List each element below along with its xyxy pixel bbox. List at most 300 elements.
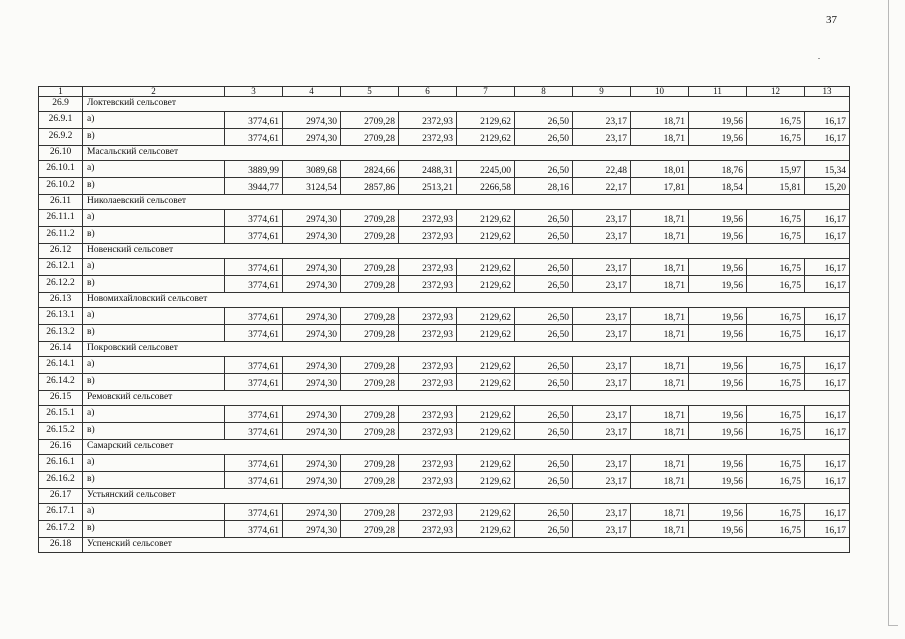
row-label: а) bbox=[83, 406, 225, 423]
group-row bbox=[39, 97, 850, 112]
row-label: в) bbox=[83, 472, 225, 489]
value-cell: 2709,28 bbox=[341, 112, 399, 129]
table-row bbox=[39, 521, 850, 538]
table-row bbox=[39, 129, 850, 146]
value-cell: 19,56 bbox=[689, 129, 747, 146]
value-cell: 3774,61 bbox=[225, 357, 283, 374]
value-cell: 2974,30 bbox=[283, 259, 341, 276]
value-cell: 19,56 bbox=[689, 406, 747, 423]
value-cell: 2129,62 bbox=[457, 308, 515, 325]
value-cell: 3774,61 bbox=[225, 210, 283, 227]
value-cell: 16,17 bbox=[805, 276, 850, 293]
value-cell: 2372,93 bbox=[399, 357, 457, 374]
group-name: Устьянский сельсовет bbox=[83, 489, 850, 504]
row-label: а) bbox=[83, 357, 225, 374]
table-row bbox=[39, 112, 850, 129]
value-cell: 26,50 bbox=[515, 259, 573, 276]
value-cell: 16,17 bbox=[805, 423, 850, 440]
value-cell: 2129,62 bbox=[457, 112, 515, 129]
value-cell: 26,50 bbox=[515, 406, 573, 423]
value-cell: 2974,30 bbox=[283, 276, 341, 293]
value-cell: 16,75 bbox=[747, 227, 805, 244]
value-cell: 2709,28 bbox=[341, 259, 399, 276]
value-cell: 2709,28 bbox=[341, 357, 399, 374]
value-cell: 23,17 bbox=[573, 423, 631, 440]
group-name: Новенский сельсовет bbox=[83, 244, 850, 259]
group-name: Самарский сельсовет bbox=[83, 440, 850, 455]
value-cell: 16,75 bbox=[747, 308, 805, 325]
value-cell: 26,50 bbox=[515, 276, 573, 293]
value-cell: 16,75 bbox=[747, 112, 805, 129]
table-row bbox=[39, 178, 850, 195]
row-code: 26.17 bbox=[39, 489, 83, 504]
row-label: в) bbox=[83, 178, 225, 195]
value-cell: 26,50 bbox=[515, 423, 573, 440]
row-code: 26.15.2 bbox=[39, 423, 83, 440]
value-cell: 16,17 bbox=[805, 455, 850, 472]
table-row bbox=[39, 374, 850, 391]
value-cell: 3774,61 bbox=[225, 455, 283, 472]
value-cell: 26,50 bbox=[515, 357, 573, 374]
value-cell: 2513,21 bbox=[399, 178, 457, 195]
table-row bbox=[39, 423, 850, 440]
value-cell: 16,17 bbox=[805, 112, 850, 129]
value-cell: 18,71 bbox=[631, 227, 689, 244]
value-cell: 3089,68 bbox=[283, 161, 341, 178]
value-cell: 15,20 bbox=[805, 178, 850, 195]
value-cell: 2974,30 bbox=[283, 504, 341, 521]
table-row bbox=[39, 161, 850, 178]
group-row bbox=[39, 489, 850, 504]
value-cell: 3774,61 bbox=[225, 129, 283, 146]
value-cell: 18,54 bbox=[689, 178, 747, 195]
value-cell: 19,56 bbox=[689, 276, 747, 293]
table-row bbox=[39, 325, 850, 342]
row-code: 26.9 bbox=[39, 97, 83, 112]
row-code: 26.9.1 bbox=[39, 112, 83, 129]
value-cell: 19,56 bbox=[689, 374, 747, 391]
header-row bbox=[39, 87, 850, 97]
value-cell: 26,50 bbox=[515, 112, 573, 129]
value-cell: 16,75 bbox=[747, 325, 805, 342]
column-header: 7 bbox=[457, 87, 515, 97]
column-header: 9 bbox=[573, 87, 631, 97]
value-cell: 23,17 bbox=[573, 374, 631, 391]
table-row bbox=[39, 259, 850, 276]
value-cell: 19,56 bbox=[689, 308, 747, 325]
value-cell: 2709,28 bbox=[341, 210, 399, 227]
value-cell: 23,17 bbox=[573, 210, 631, 227]
value-cell: 18,76 bbox=[689, 161, 747, 178]
column-header: 4 bbox=[283, 87, 341, 97]
value-cell: 26,50 bbox=[515, 161, 573, 178]
value-cell: 2709,28 bbox=[341, 423, 399, 440]
row-code: 26.14 bbox=[39, 342, 83, 357]
value-cell: 2129,62 bbox=[457, 374, 515, 391]
value-cell: 2372,93 bbox=[399, 504, 457, 521]
row-code: 26.17.2 bbox=[39, 521, 83, 538]
value-cell: 2372,93 bbox=[399, 521, 457, 538]
value-cell: 26,50 bbox=[515, 325, 573, 342]
value-cell: 2974,30 bbox=[283, 521, 341, 538]
value-cell: 26,50 bbox=[515, 521, 573, 538]
column-header: 3 bbox=[225, 87, 283, 97]
group-name: Покровский сельсовет bbox=[83, 342, 850, 357]
value-cell: 2129,62 bbox=[457, 259, 515, 276]
value-cell: 2129,62 bbox=[457, 423, 515, 440]
value-cell: 2974,30 bbox=[283, 374, 341, 391]
table-row bbox=[39, 210, 850, 227]
row-label: а) bbox=[83, 161, 225, 178]
row-code: 26.14.1 bbox=[39, 357, 83, 374]
value-cell: 2709,28 bbox=[341, 472, 399, 489]
value-cell: 16,17 bbox=[805, 325, 850, 342]
row-code: 26.10.1 bbox=[39, 161, 83, 178]
value-cell: 16,75 bbox=[747, 129, 805, 146]
column-header: 8 bbox=[515, 87, 573, 97]
group-row bbox=[39, 538, 850, 553]
row-code: 26.18 bbox=[39, 538, 83, 553]
value-cell: 3944,77 bbox=[225, 178, 283, 195]
value-cell: 3124,54 bbox=[283, 178, 341, 195]
value-cell: 18,71 bbox=[631, 210, 689, 227]
group-name: Локтевский сельсовет bbox=[83, 97, 850, 112]
value-cell: 2857,86 bbox=[341, 178, 399, 195]
value-cell: 16,75 bbox=[747, 504, 805, 521]
value-cell: 23,17 bbox=[573, 521, 631, 538]
value-cell: 2266,58 bbox=[457, 178, 515, 195]
value-cell: 3774,61 bbox=[225, 325, 283, 342]
value-cell: 16,17 bbox=[805, 472, 850, 489]
right-margin-rule bbox=[888, 0, 889, 625]
value-cell: 18,71 bbox=[631, 276, 689, 293]
value-cell: 22,17 bbox=[573, 178, 631, 195]
value-cell: 2129,62 bbox=[457, 521, 515, 538]
group-row bbox=[39, 440, 850, 455]
value-cell: 2372,93 bbox=[399, 259, 457, 276]
table-row bbox=[39, 357, 850, 374]
value-cell: 26,50 bbox=[515, 472, 573, 489]
group-row bbox=[39, 391, 850, 406]
row-label: в) bbox=[83, 276, 225, 293]
value-cell: 2372,93 bbox=[399, 472, 457, 489]
row-label: в) bbox=[83, 423, 225, 440]
value-cell: 16,17 bbox=[805, 259, 850, 276]
value-cell: 2372,93 bbox=[399, 112, 457, 129]
table-row bbox=[39, 308, 850, 325]
table-body bbox=[39, 87, 850, 553]
value-cell: 3774,61 bbox=[225, 374, 283, 391]
value-cell: 2974,30 bbox=[283, 357, 341, 374]
value-cell: 26,50 bbox=[515, 308, 573, 325]
value-cell: 19,56 bbox=[689, 112, 747, 129]
value-cell: 18,71 bbox=[631, 406, 689, 423]
value-cell: 2372,93 bbox=[399, 308, 457, 325]
value-cell: 2974,30 bbox=[283, 210, 341, 227]
value-cell: 23,17 bbox=[573, 276, 631, 293]
value-cell: 2709,28 bbox=[341, 227, 399, 244]
value-cell: 2129,62 bbox=[457, 504, 515, 521]
row-code: 26.15 bbox=[39, 391, 83, 406]
table-row bbox=[39, 227, 850, 244]
value-cell: 18,71 bbox=[631, 504, 689, 521]
value-cell: 16,17 bbox=[805, 504, 850, 521]
value-cell: 26,50 bbox=[515, 455, 573, 472]
value-cell: 19,56 bbox=[689, 521, 747, 538]
row-code: 26.11.2 bbox=[39, 227, 83, 244]
row-code: 26.15.1 bbox=[39, 406, 83, 423]
value-cell: 2974,30 bbox=[283, 406, 341, 423]
tariff-table bbox=[38, 86, 850, 553]
table-row bbox=[39, 472, 850, 489]
row-code: 26.13.1 bbox=[39, 308, 83, 325]
value-cell: 3774,61 bbox=[225, 259, 283, 276]
value-cell: 2824,66 bbox=[341, 161, 399, 178]
value-cell: 16,75 bbox=[747, 259, 805, 276]
value-cell: 15,97 bbox=[747, 161, 805, 178]
value-cell: 16,75 bbox=[747, 357, 805, 374]
row-code: 26.16.1 bbox=[39, 455, 83, 472]
row-code: 26.13 bbox=[39, 293, 83, 308]
value-cell: 23,17 bbox=[573, 406, 631, 423]
row-label: в) bbox=[83, 227, 225, 244]
group-name: Успенский сельсовет bbox=[83, 538, 850, 553]
table-row bbox=[39, 455, 850, 472]
value-cell: 19,56 bbox=[689, 504, 747, 521]
value-cell: 19,56 bbox=[689, 455, 747, 472]
value-cell: 16,75 bbox=[747, 423, 805, 440]
value-cell: 28,16 bbox=[515, 178, 573, 195]
value-cell: 16,75 bbox=[747, 276, 805, 293]
value-cell: 22,48 bbox=[573, 161, 631, 178]
value-cell: 16,75 bbox=[747, 455, 805, 472]
value-cell: 2372,93 bbox=[399, 406, 457, 423]
value-cell: 16,17 bbox=[805, 308, 850, 325]
column-header: 10 bbox=[631, 87, 689, 97]
row-label: а) bbox=[83, 259, 225, 276]
value-cell: 2129,62 bbox=[457, 357, 515, 374]
column-header: 11 bbox=[689, 87, 747, 97]
column-header: 1 bbox=[39, 87, 83, 97]
row-label: в) bbox=[83, 521, 225, 538]
value-cell: 16,17 bbox=[805, 227, 850, 244]
page-number: 37 bbox=[826, 14, 837, 26]
row-code: 26.12 bbox=[39, 244, 83, 259]
value-cell: 15,81 bbox=[747, 178, 805, 195]
row-label: а) bbox=[83, 308, 225, 325]
value-cell: 16,75 bbox=[747, 406, 805, 423]
value-cell: 2709,28 bbox=[341, 325, 399, 342]
value-cell: 23,17 bbox=[573, 325, 631, 342]
value-cell: 2129,62 bbox=[457, 276, 515, 293]
value-cell: 2129,62 bbox=[457, 129, 515, 146]
row-label: а) bbox=[83, 504, 225, 521]
value-cell: 2129,62 bbox=[457, 210, 515, 227]
value-cell: 2245,00 bbox=[457, 161, 515, 178]
value-cell: 2709,28 bbox=[341, 129, 399, 146]
row-label: а) bbox=[83, 455, 225, 472]
value-cell: 18,71 bbox=[631, 455, 689, 472]
value-cell: 2709,28 bbox=[341, 374, 399, 391]
row-code: 26.16 bbox=[39, 440, 83, 455]
value-cell: 18,01 bbox=[631, 161, 689, 178]
value-cell: 19,56 bbox=[689, 357, 747, 374]
value-cell: 19,56 bbox=[689, 325, 747, 342]
value-cell: 16,75 bbox=[747, 521, 805, 538]
value-cell: 16,17 bbox=[805, 406, 850, 423]
value-cell: 2129,62 bbox=[457, 455, 515, 472]
value-cell: 16,17 bbox=[805, 129, 850, 146]
value-cell: 18,71 bbox=[631, 129, 689, 146]
value-cell: 23,17 bbox=[573, 259, 631, 276]
right-margin-rule-foot bbox=[888, 625, 898, 626]
value-cell: 19,56 bbox=[689, 227, 747, 244]
value-cell: 2129,62 bbox=[457, 227, 515, 244]
value-cell: 16,17 bbox=[805, 521, 850, 538]
row-label: а) bbox=[83, 210, 225, 227]
row-code: 26.10 bbox=[39, 146, 83, 161]
value-cell: 2709,28 bbox=[341, 455, 399, 472]
value-cell: 16,17 bbox=[805, 374, 850, 391]
value-cell: 18,71 bbox=[631, 521, 689, 538]
row-code: 26.12.2 bbox=[39, 276, 83, 293]
value-cell: 23,17 bbox=[573, 227, 631, 244]
value-cell: 17,81 bbox=[631, 178, 689, 195]
row-code: 26.9.2 bbox=[39, 129, 83, 146]
value-cell: 2372,93 bbox=[399, 325, 457, 342]
group-name: Новомихайловский сельсовет bbox=[83, 293, 850, 308]
value-cell: 16,75 bbox=[747, 210, 805, 227]
group-row bbox=[39, 342, 850, 357]
value-cell: 23,17 bbox=[573, 129, 631, 146]
value-cell: 2372,93 bbox=[399, 423, 457, 440]
value-cell: 3774,61 bbox=[225, 504, 283, 521]
table-row bbox=[39, 276, 850, 293]
value-cell: 2372,93 bbox=[399, 374, 457, 391]
value-cell: 2709,28 bbox=[341, 276, 399, 293]
value-cell: 2709,28 bbox=[341, 521, 399, 538]
value-cell: 2974,30 bbox=[283, 423, 341, 440]
value-cell: 16,75 bbox=[747, 472, 805, 489]
value-cell: 26,50 bbox=[515, 374, 573, 391]
value-cell: 3774,61 bbox=[225, 472, 283, 489]
value-cell: 26,50 bbox=[515, 227, 573, 244]
value-cell: 23,17 bbox=[573, 308, 631, 325]
value-cell: 23,17 bbox=[573, 504, 631, 521]
value-cell: 2974,30 bbox=[283, 308, 341, 325]
value-cell: 3774,61 bbox=[225, 308, 283, 325]
value-cell: 16,17 bbox=[805, 357, 850, 374]
value-cell: 18,71 bbox=[631, 325, 689, 342]
value-cell: 3774,61 bbox=[225, 112, 283, 129]
value-cell: 19,56 bbox=[689, 259, 747, 276]
value-cell: 18,71 bbox=[631, 259, 689, 276]
value-cell: 16,17 bbox=[805, 210, 850, 227]
value-cell: 23,17 bbox=[573, 455, 631, 472]
value-cell: 2709,28 bbox=[341, 406, 399, 423]
group-row bbox=[39, 244, 850, 259]
value-cell: 2129,62 bbox=[457, 325, 515, 342]
value-cell: 15,34 bbox=[805, 161, 850, 178]
value-cell: 3774,61 bbox=[225, 423, 283, 440]
value-cell: 2974,30 bbox=[283, 129, 341, 146]
value-cell: 18,71 bbox=[631, 308, 689, 325]
value-cell: 2974,30 bbox=[283, 472, 341, 489]
row-code: 26.17.1 bbox=[39, 504, 83, 521]
value-cell: 26,50 bbox=[515, 504, 573, 521]
row-label: в) bbox=[83, 374, 225, 391]
value-cell: 2974,30 bbox=[283, 325, 341, 342]
table-row bbox=[39, 406, 850, 423]
value-cell: 2372,93 bbox=[399, 276, 457, 293]
value-cell: 18,71 bbox=[631, 357, 689, 374]
column-header: 13 bbox=[805, 87, 850, 97]
column-header: 2 bbox=[83, 87, 225, 97]
value-cell: 2974,30 bbox=[283, 227, 341, 244]
value-cell: 26,50 bbox=[515, 129, 573, 146]
value-cell: 2974,30 bbox=[283, 112, 341, 129]
value-cell: 23,17 bbox=[573, 357, 631, 374]
value-cell: 2129,62 bbox=[457, 472, 515, 489]
value-cell: 2488,31 bbox=[399, 161, 457, 178]
value-cell: 2129,62 bbox=[457, 406, 515, 423]
row-label: в) bbox=[83, 325, 225, 342]
value-cell: 18,71 bbox=[631, 423, 689, 440]
row-code: 26.14.2 bbox=[39, 374, 83, 391]
value-cell: 26,50 bbox=[515, 210, 573, 227]
value-cell: 3889,99 bbox=[225, 161, 283, 178]
column-header: 12 bbox=[747, 87, 805, 97]
row-code: 26.16.2 bbox=[39, 472, 83, 489]
row-label: в) bbox=[83, 129, 225, 146]
value-cell: 18,71 bbox=[631, 472, 689, 489]
row-code: 26.13.2 bbox=[39, 325, 83, 342]
value-cell: 2372,93 bbox=[399, 227, 457, 244]
value-cell: 2372,93 bbox=[399, 129, 457, 146]
value-cell: 16,75 bbox=[747, 374, 805, 391]
value-cell: 18,71 bbox=[631, 374, 689, 391]
column-header: 5 bbox=[341, 87, 399, 97]
group-name: Николаевский сельсовет bbox=[83, 195, 850, 210]
group-row bbox=[39, 146, 850, 161]
value-cell: 23,17 bbox=[573, 112, 631, 129]
value-cell: 19,56 bbox=[689, 210, 747, 227]
row-label: а) bbox=[83, 112, 225, 129]
value-cell: 3774,61 bbox=[225, 406, 283, 423]
value-cell: 19,56 bbox=[689, 423, 747, 440]
value-cell: 2974,30 bbox=[283, 455, 341, 472]
value-cell: 3774,61 bbox=[225, 227, 283, 244]
column-header: 6 bbox=[399, 87, 457, 97]
row-code: 26.12.1 bbox=[39, 259, 83, 276]
value-cell: 23,17 bbox=[573, 472, 631, 489]
value-cell: 2372,93 bbox=[399, 455, 457, 472]
value-cell: 2709,28 bbox=[341, 504, 399, 521]
value-cell: 2709,28 bbox=[341, 308, 399, 325]
row-code: 26.10.2 bbox=[39, 178, 83, 195]
row-code: 26.11 bbox=[39, 195, 83, 210]
group-name: Ремовский сельсовет bbox=[83, 391, 850, 406]
group-row bbox=[39, 195, 850, 210]
value-cell: 2372,93 bbox=[399, 210, 457, 227]
value-cell: 3774,61 bbox=[225, 276, 283, 293]
table-row bbox=[39, 504, 850, 521]
group-name: Масальский сельсовет bbox=[83, 146, 850, 161]
row-code: 26.11.1 bbox=[39, 210, 83, 227]
scan-speck bbox=[818, 58, 820, 59]
value-cell: 3774,61 bbox=[225, 521, 283, 538]
value-cell: 19,56 bbox=[689, 472, 747, 489]
